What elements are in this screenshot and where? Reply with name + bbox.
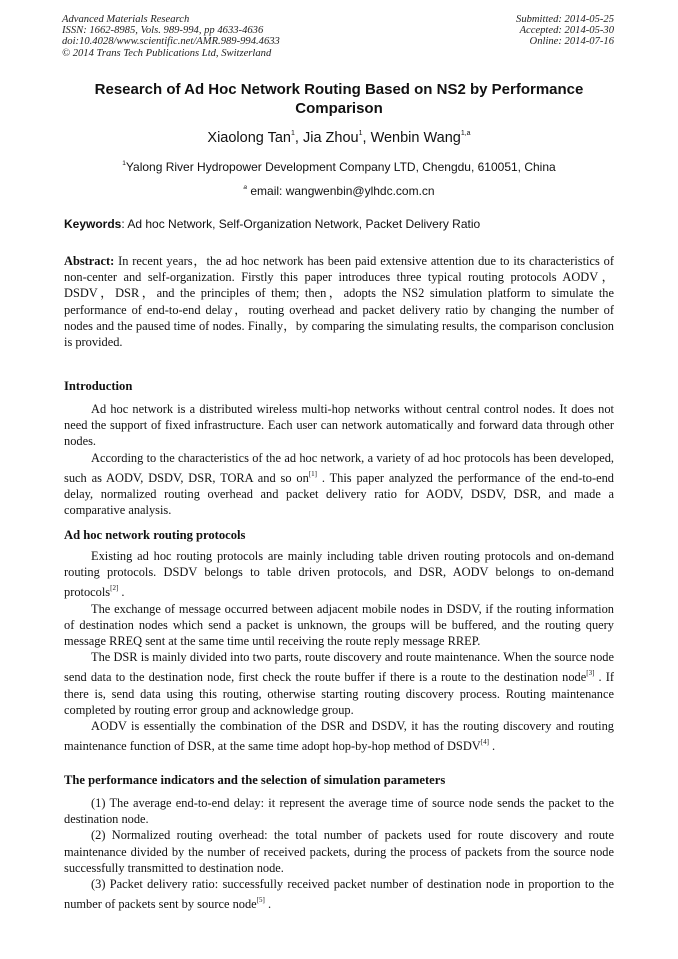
author-name: Wenbin Wang bbox=[370, 130, 461, 146]
citation-ref: [4] bbox=[480, 738, 489, 747]
affiliation-text: Yalong River Hydropower Development Company LTD, Chengdu, 610051, China bbox=[125, 160, 556, 174]
paragraph: The exchange of message occurred between adjacent mobile nodes in DSDV, if the routing information of destination nodes which send a packet is unknown, the groups will be buffered, and the routing query message RREQ sent at the same time until receiving the route reply message RREP. bbox=[64, 601, 614, 649]
paragraph: (2) Normalized routing overhead: the total number of packets used for route discovery and route maintenance divided by the number of received packets, during the process of packets from the source node successfully transmitted to destination node. bbox=[64, 828, 614, 875]
section-heading-indicators: The performance indicators and the selection of simulation parameters bbox=[64, 773, 446, 787]
keywords bbox=[64, 216, 614, 232]
protocols-body bbox=[64, 548, 614, 754]
email-mark: a bbox=[243, 184, 247, 191]
paragraph: AODV is essentially the combination of the DSR and DSDV, it has the routing discovery and routing maintenance function of DSR, at the same time adopt hop-by-hop method of DSDV[4] . bbox=[64, 719, 614, 754]
author-list: Xiaolong Tan$^1$, Jia Zhou$^1$, Wenbin Wang$^{1,a}$ bbox=[207, 130, 471, 146]
author-name: Xiaolong Tan bbox=[207, 130, 291, 146]
keywords-label: Keywords bbox=[64, 217, 122, 231]
introduction-body bbox=[64, 401, 614, 518]
paragraph: Existing ad hoc routing protocols are mainly including table driven routing protocols and on-demand routing protocols. DSDV belongs to table driven protocols, and DSR, AODV belongs to on-demand protocols[2] . bbox=[64, 549, 614, 600]
online-date: Online: 2014-07-16 bbox=[529, 36, 614, 48]
publication-dates bbox=[516, 14, 614, 48]
section-heading-protocols: Ad hoc network routing protocols bbox=[64, 528, 246, 542]
affiliation bbox=[60, 156, 618, 175]
citation-ref: [1] bbox=[308, 469, 317, 478]
affiliation-mark: 1 bbox=[122, 160, 126, 167]
abstract-text: In recent years，the ad hoc network has been paid extensive attention due to its characteristics of non-center and self-organization. Firstly this paper introduces three typical routing protocols AODV，DSDV，DSR，and the principles of them; then，adopts the NS2 simulation platform to simulate the performance of end-to-end delay，routing overhead and packet delivery ratio by changing the number of nodes and the paused time of nodes. Finally，by comparing the simulating results, the comparison conclusion is provided. bbox=[64, 254, 614, 350]
citation-ref: [3] bbox=[586, 669, 595, 678]
copyright-line: © 2014 Trans Tech Publications Ltd, Switzerland bbox=[62, 47, 272, 59]
section-heading-introduction: Introduction bbox=[64, 379, 133, 393]
accepted-date: Accepted: 2014-05-30 bbox=[519, 25, 614, 37]
title-line-2: Comparison bbox=[295, 100, 383, 117]
paragraph: Ad hoc network is a distributed wireless multi-hop networks without central control nodes. It does not need the support of fixed infrastructure. Each user can network automatically and forward data through other nodes. bbox=[64, 402, 614, 449]
paper-title bbox=[60, 80, 618, 118]
citation-ref: [5] bbox=[256, 896, 265, 905]
paragraph: (1) The average end-to-end delay: it represent the average time of source node sends the packet to the destination node. bbox=[64, 796, 614, 827]
abstract bbox=[64, 253, 614, 350]
author-name: Jia Zhou bbox=[302, 130, 359, 146]
author-affil-mark: 1 bbox=[291, 130, 295, 137]
email-text: email: wangwenbin@ylhdc.com.cn bbox=[250, 184, 435, 198]
paragraph: The DSR is mainly divided into two parts, route discovery and route maintenance. When the source node send data to the destination node, first check the route buffer if there is a route to the destination node[3] . If there is, send data using this routing, otherwise starting routing discovery process. Routing maintenance completed by routing error group and acknowledge group. bbox=[64, 650, 614, 717]
paragraph: (3) Packet delivery ratio: successfully received packet number of destination node in proportion to the number of packets sent by source node[5] . bbox=[64, 877, 614, 912]
indicators-body bbox=[64, 795, 614, 912]
paragraph: According to the characteristics of the ad hoc network, a variety of ad hoc protocols has been developed, such as AODV, DSDV, DSR, TORA and so on[1] . This paper analyzed the performance of the end-to-end delay, normalized routing overhead and packet delivery ratio for AODV, DSDV, DSR, and made a comparative analysis. bbox=[64, 450, 614, 518]
keywords-text: : Ad hoc Network, Self-Organization Network, Packet Delivery Ratio bbox=[121, 217, 481, 231]
doi-line: doi:10.4028/www.scientific.net/AMR.989-994.4633 bbox=[62, 36, 280, 48]
journal-name: Advanced Materials Research bbox=[62, 14, 190, 25]
author-affil-mark: 1,a bbox=[460, 130, 471, 137]
issn-line: ISSN: 1662-8985, Vols. 989-994, pp 4633-4636 bbox=[62, 25, 264, 37]
submitted-date: Submitted: 2014-05-25 bbox=[516, 14, 614, 25]
journal-metadata bbox=[62, 14, 280, 59]
author-affil-mark: 1 bbox=[358, 130, 363, 137]
title-line-1: Research of Ad Hoc Network Routing Based on NS2 by Performance bbox=[94, 81, 584, 98]
abstract-label: Abstract: bbox=[64, 254, 115, 268]
contact-email bbox=[60, 180, 618, 199]
citation-ref: [2] bbox=[110, 584, 119, 593]
